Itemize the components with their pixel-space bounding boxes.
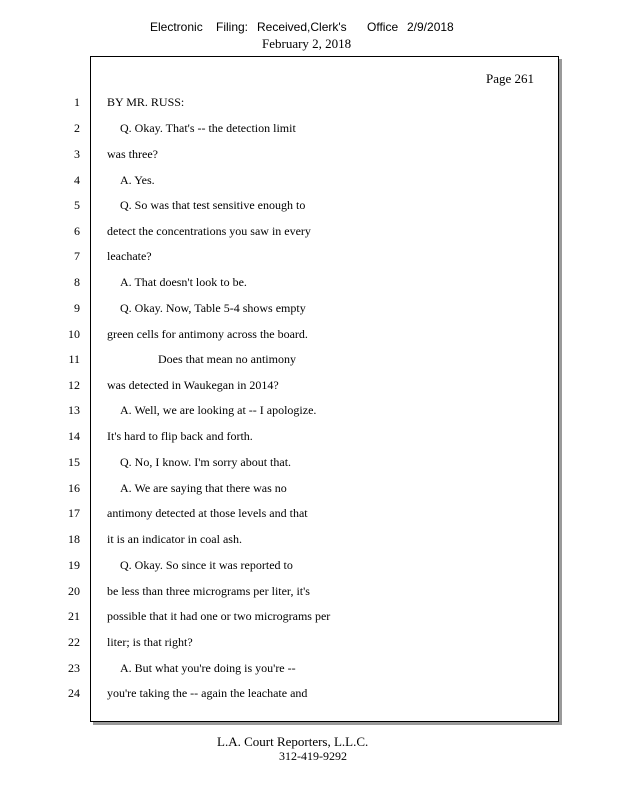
line-number: 3: [74, 147, 80, 161]
transcript-line: it is an indicator in coal ash.: [107, 532, 242, 546]
line-number: 9: [74, 301, 80, 315]
transcript-line: A. But what you're doing is you're --: [120, 661, 296, 675]
transcript-line: detect the concentrations you saw in every: [107, 224, 311, 238]
transcript-line: green cells for antimony across the board.: [107, 327, 308, 341]
line-number: 23: [68, 661, 80, 675]
transcript-line: leachate?: [107, 249, 152, 263]
line-number: 7: [74, 249, 80, 263]
stamp-word-filing: Filing:: [216, 20, 249, 34]
transcript-line: Q. No, I know. I'm sorry about that.: [120, 455, 292, 469]
transcript-line: liter; is that right?: [107, 635, 193, 649]
stamp-word-received: Received,Clerk's: [257, 20, 347, 34]
reporter-phone: 312-419-9292: [279, 749, 347, 763]
line-number: 12: [68, 378, 80, 392]
line-number: 20: [68, 584, 80, 598]
line-number: 1: [74, 95, 80, 109]
line-number: 6: [74, 224, 80, 238]
line-number: 15: [68, 455, 80, 469]
page-number: Page 261: [485, 71, 534, 86]
line-number: 13: [68, 403, 80, 417]
transcript-line: A. That doesn't look to be.: [120, 275, 247, 289]
line-number: 16: [68, 481, 80, 495]
line-number: 24: [68, 686, 80, 700]
line-number: 4: [74, 173, 80, 187]
transcript-line: was detected in Waukegan in 2014?: [107, 378, 279, 392]
line-number: 2: [74, 121, 80, 135]
line-number: 5: [74, 198, 80, 212]
transcript-line: be less than three micrograms per liter, it's: [107, 584, 310, 598]
line-number: 10: [68, 327, 80, 341]
line-number: 22: [68, 635, 80, 649]
transcript-line: possible that it had one or two micrograms per: [107, 609, 331, 623]
transcript-line: you're taking the -- again the leachate and: [107, 686, 308, 700]
transcript-line: A. We are saying that there was no: [120, 481, 287, 495]
transcript-line: was three?: [107, 147, 158, 161]
transcript-line: A. Well, we are looking at -- I apologize.: [120, 403, 317, 417]
transcript-line: Q. Okay. So since it was reported to: [120, 558, 293, 572]
transcript-line: BY MR. RUSS:: [107, 95, 185, 109]
line-number: 17: [68, 506, 80, 520]
transcript-line: It's hard to flip back and forth.: [107, 429, 253, 443]
line-number: 18: [68, 532, 80, 546]
transcript-line: Q. So was that test sensitive enough to: [120, 198, 306, 212]
line-number: 11: [68, 352, 80, 366]
stamp-word-electronic: Electronic: [150, 20, 203, 34]
line-number: 21: [68, 609, 80, 623]
transcript-line: A. Yes.: [120, 173, 155, 187]
transcript-line: antimony detected at those levels and that: [107, 506, 308, 520]
filed-date: February 2, 2018: [262, 36, 352, 51]
line-number: 8: [74, 275, 80, 289]
line-number: 19: [68, 558, 80, 572]
reporter-company: L.A. Court Reporters, L.L.C.: [217, 734, 369, 749]
line-number: 14: [68, 429, 80, 443]
stamp-word-office: Office: [367, 20, 399, 34]
transcript-line: Q. Okay. That's -- the detection limit: [120, 121, 296, 135]
stamp-date: 2/9/2018: [407, 20, 454, 34]
transcript-line: Q. Okay. Now, Table 5-4 shows empty: [120, 301, 306, 315]
transcript-line: Does that mean no antimony: [158, 352, 296, 366]
